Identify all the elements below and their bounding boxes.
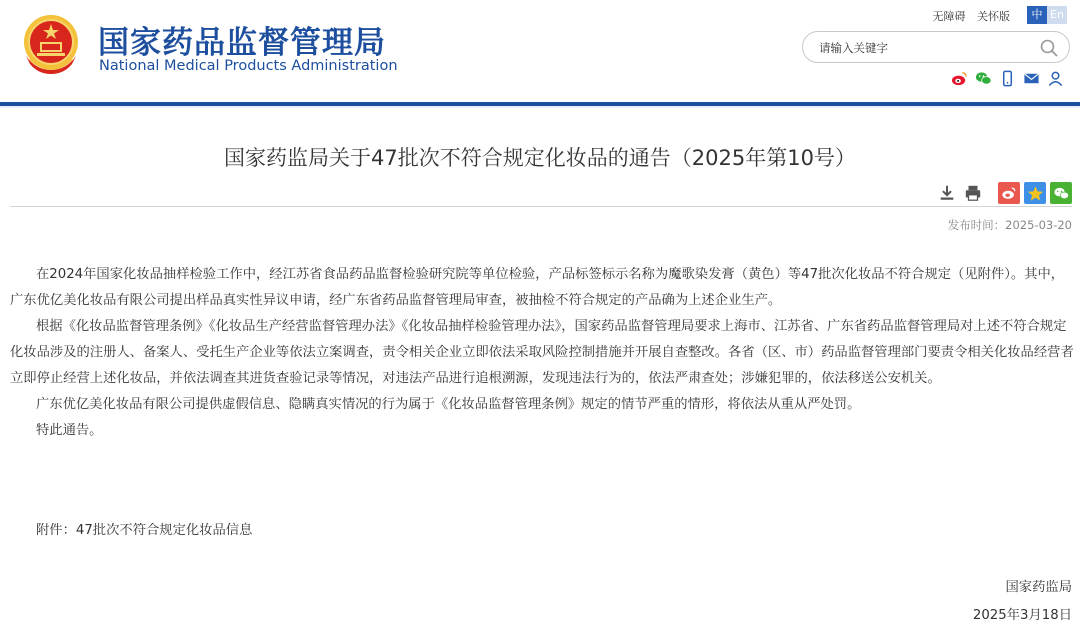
accessibility-link[interactable]: 无障碍 xyxy=(932,10,966,23)
article-paragraph: 根据《化妆品监督管理条例》《化妆品生产经营监督管理办法》《化妆品抽样检验管理办法》，国家药品监督管理局要求上海市、江苏省、广东省药品监督管理局对上述不符合规定化妆品涉及的注册人、备案人、受托生产企业等依法立案调查，责令相关企业立即依法采取风险控制措施并开展自查整改。各省（区、市）药品监督管理部门要责令相关化妆品经营者立即停止经营上述化妆品，并依法调查其进货查验记录等情况，对违法产品进行追根溯源，发现违法行为的，依法严肃查处；涉嫌犯罪的，依法移送公安机关。 xyxy=(10,319,1074,386)
search-input[interactable] xyxy=(819,38,1039,58)
signature-date: 2025年3月18日 xyxy=(972,608,1072,623)
lang-en-button[interactable]: En xyxy=(1047,6,1067,24)
search-box xyxy=(802,31,1070,63)
article-title: 国家药监局关于47批次不符合规定化妆品的通告（2025年第10号） xyxy=(224,146,856,170)
publish-date-value: 2025-03-20 xyxy=(1005,218,1072,232)
print-icon[interactable] xyxy=(962,182,984,204)
mobile-icon[interactable] xyxy=(999,70,1016,87)
publish-date xyxy=(948,217,1072,233)
publish-date-label: 发布时间： xyxy=(947,218,1006,232)
article-paragraph: 特此通告。 xyxy=(36,423,103,438)
article-paragraph: 广东优亿美化妆品有限公司提供虚假信息、隐瞒真实情况的行为属于《化妆品监督管理条例》规定的情节严重的情形，将依法从重从严处罚。 xyxy=(36,397,861,412)
top-links xyxy=(925,8,1011,24)
site-name-en[interactable]: National Medical Products Administration xyxy=(99,58,398,74)
article-body xyxy=(10,262,1074,444)
signature-org: 国家药监局 xyxy=(1005,580,1072,595)
social-icons xyxy=(951,69,1064,87)
download-icon[interactable] xyxy=(936,182,958,204)
site-name-cn[interactable]: 国家药品监督管理局 xyxy=(98,25,386,61)
header-rule-shadow xyxy=(0,106,1080,108)
wechat-icon[interactable] xyxy=(975,70,992,87)
lang-zh-button[interactable]: 中 xyxy=(1027,6,1047,24)
article-toolbar xyxy=(936,181,1072,205)
search-icon[interactable] xyxy=(1039,38,1059,58)
share-wechat-icon[interactable] xyxy=(1050,182,1072,204)
share-qzone-icon[interactable] xyxy=(1024,182,1046,204)
attachment-link[interactable]: 附件：47批次不符合规定化妆品信息 xyxy=(36,523,253,538)
mail-icon[interactable] xyxy=(1023,70,1040,87)
elder-care-link[interactable]: 关怀版 xyxy=(977,10,1010,23)
article-paragraph: 在2024年国家化妆品抽样检验工作中，经江苏省食品药品监督检验研究院等单位检验，产品标签标示名称为魔歌染发膏（黄色）等47批次化妆品不符合规定（见附件）。其中，广东优亿美化妆品有限公司提出样品真实性异议申请，经广东省药品监督管理局审查，被抽检不符合规定的产品确为上述企业生产。 xyxy=(10,267,1065,308)
user-icon[interactable] xyxy=(1047,70,1064,87)
share-weibo-icon[interactable] xyxy=(998,182,1020,204)
title-divider xyxy=(10,206,1072,207)
site-header xyxy=(0,0,1080,102)
national-emblem-icon[interactable] xyxy=(20,12,82,76)
weibo-icon[interactable] xyxy=(951,70,968,87)
